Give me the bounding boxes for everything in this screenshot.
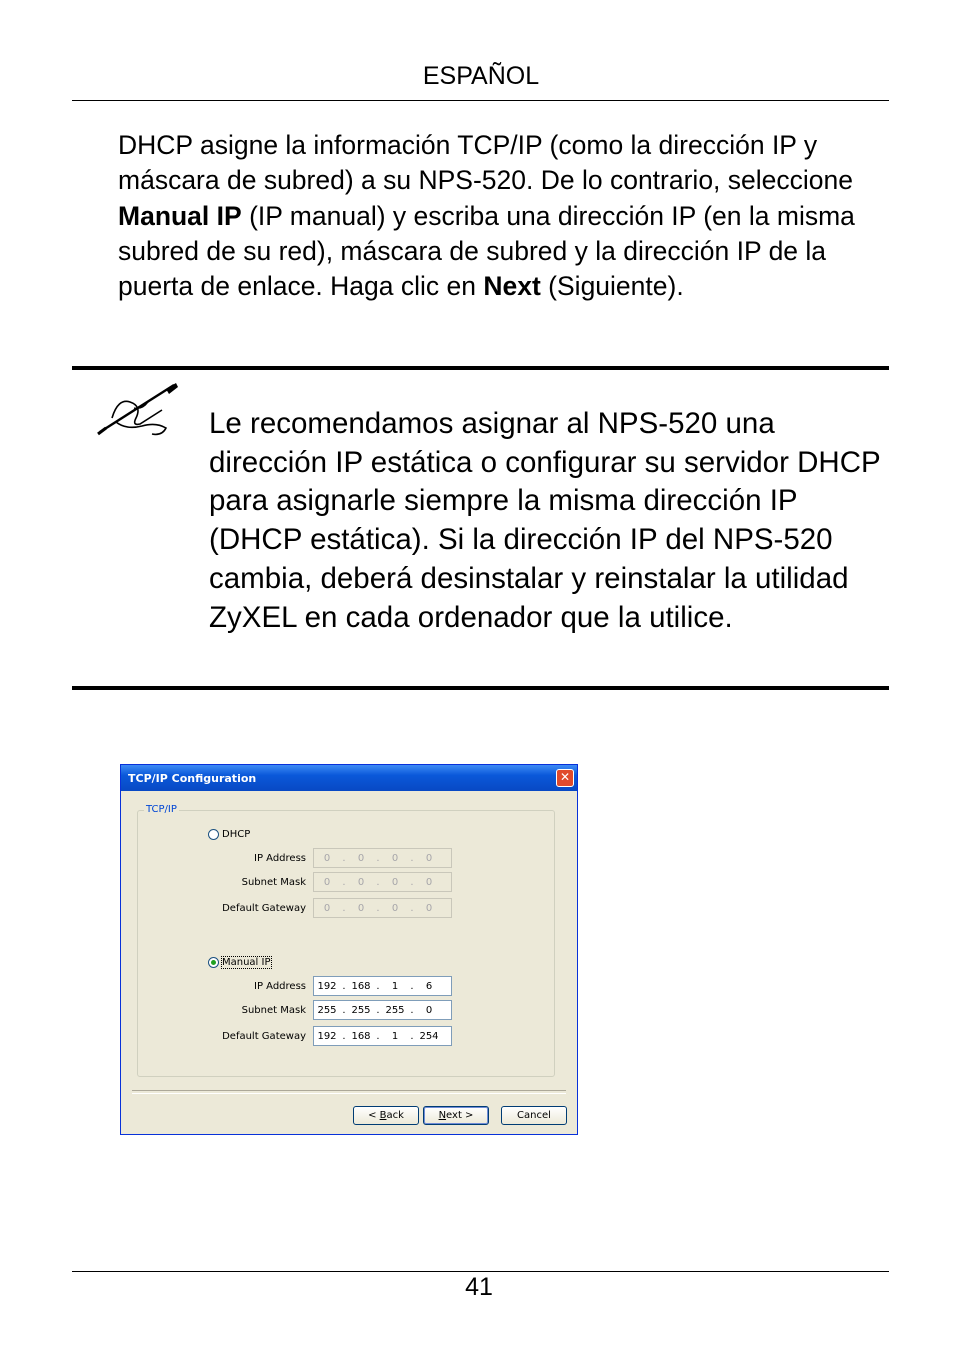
dialog-title: TCP/IP Configuration (128, 772, 257, 785)
note-bottom-rule (72, 686, 889, 690)
manual-subnet-mask-field[interactable] (313, 1000, 452, 1020)
octet: 0 (425, 1004, 433, 1016)
cancel-button[interactable]: Cancel (501, 1106, 567, 1125)
dhcp-subnet-mask-field[interactable] (313, 872, 452, 892)
intro-bold-manual-ip: Manual IP (118, 200, 242, 231)
intro-text-2: (IP manual) y escriba una dirección IP (en la misma subred de su red), máscara de subred y la dirección IP de la puerta de enlace. Haga clic en (118, 200, 855, 302)
octet: 168 (351, 1030, 371, 1042)
back-button[interactable] (353, 1106, 419, 1125)
octet-dot: . (376, 902, 380, 914)
octet-dot: . (342, 1004, 346, 1016)
pen-writing-icon (96, 380, 182, 442)
back-prefix: < (368, 1110, 380, 1121)
dhcp-ip-address-field[interactable] (313, 848, 452, 868)
octet-dot: . (342, 902, 346, 914)
manual-gateway-label: Default Gateway (222, 1031, 306, 1042)
next-button[interactable] (423, 1106, 489, 1125)
octet: 0 (357, 852, 365, 864)
octet-dot: . (376, 1004, 380, 1016)
intro-text-3: (Siguiente). (540, 271, 684, 302)
octet: 168 (351, 980, 371, 992)
back-mnemonic: B (379, 1110, 387, 1121)
octet: 1 (391, 1030, 399, 1042)
page-header-language: ESPAÑOL (422, 62, 540, 90)
button-separator (132, 1090, 566, 1094)
note-top-rule (72, 366, 889, 370)
octet: 192 (317, 1030, 337, 1042)
octet: 6 (425, 980, 433, 992)
octet: 0 (425, 876, 433, 888)
octet-dot: . (342, 876, 346, 888)
octet-dot: . (342, 1030, 346, 1042)
dhcp-ip-address-label: IP Address (254, 853, 306, 864)
octet: 254 (419, 1030, 439, 1042)
footer-rule (72, 1271, 889, 1272)
dhcp-radio-option[interactable] (208, 829, 250, 840)
octet-dot: . (376, 1030, 380, 1042)
octet: 0 (323, 902, 331, 914)
note-text: Le recomendamos asignar al NPS-520 una dirección IP estática o configurar su servidor DHCP para asignarle siempre la misma dirección IP (DHCP estática). Si la dirección IP del NPS-520 cambia, deberá desinstalar y reinstalar la utilidad ZyXEL en cada ordenador que la utilice. (209, 407, 881, 634)
octet-dot: . (410, 1030, 414, 1042)
octet: 0 (425, 852, 433, 864)
page-number: 41 (465, 1273, 493, 1301)
back-rest: ack (386, 1110, 404, 1121)
octet-dot: . (410, 980, 414, 992)
octet: 0 (391, 852, 399, 864)
intro-paragraph (118, 128, 893, 304)
manual-ip-radio-option[interactable] (208, 957, 271, 968)
tcpip-configuration-dialog (120, 764, 578, 1135)
octet-dot: . (410, 876, 414, 888)
octet: 255 (385, 1004, 405, 1016)
octet: 1 (391, 980, 399, 992)
dhcp-subnet-mask-label: Subnet Mask (241, 877, 306, 888)
manual-ip-address-field[interactable] (313, 976, 452, 996)
octet-dot: . (376, 980, 380, 992)
intro-bold-next: Next (483, 271, 541, 302)
octet: 0 (391, 876, 399, 888)
octet-dot: . (410, 1004, 414, 1016)
next-rest: ext > (446, 1110, 474, 1121)
octet-dot: . (342, 852, 346, 864)
octet-dot: . (342, 980, 346, 992)
octet-dot: . (410, 902, 414, 914)
dhcp-radio-label[interactable]: DHCP (222, 829, 251, 840)
dialog-titlebar[interactable] (121, 765, 577, 791)
manual-ip-address-label: IP Address (254, 981, 306, 992)
groupbox-label: TCP/IP (146, 804, 177, 815)
next-mnemonic: N (438, 1110, 447, 1121)
octet: 0 (357, 876, 365, 888)
octet-dot: . (376, 876, 380, 888)
dhcp-gateway-label: Default Gateway (222, 903, 306, 914)
octet-dot: . (376, 852, 380, 864)
manual-subnet-mask-label: Subnet Mask (241, 1005, 306, 1016)
close-button[interactable]: ✕ (556, 769, 574, 787)
octet: 0 (425, 902, 433, 914)
octet: 255 (317, 1004, 337, 1016)
manual-ip-radio-label[interactable]: Manual IP (222, 957, 271, 968)
intro-text-1: DHCP asigne la información TCP/IP (como la dirección IP y máscara de subred) a su NPS-520. De lo contrario, seleccione (118, 130, 853, 196)
octet: 0 (391, 902, 399, 914)
manual-gateway-field[interactable] (313, 1026, 452, 1046)
octet: 0 (357, 902, 365, 914)
octet: 0 (323, 876, 331, 888)
octet-dot: . (410, 852, 414, 864)
tcpip-groupbox (137, 804, 555, 1077)
octet: 192 (317, 980, 337, 992)
octet: 255 (351, 1004, 371, 1016)
manual-ip-radio[interactable] (208, 957, 219, 968)
dhcp-radio[interactable] (208, 829, 219, 840)
octet: 0 (323, 852, 331, 864)
header-rule (72, 100, 889, 101)
dhcp-gateway-field[interactable] (313, 898, 452, 918)
